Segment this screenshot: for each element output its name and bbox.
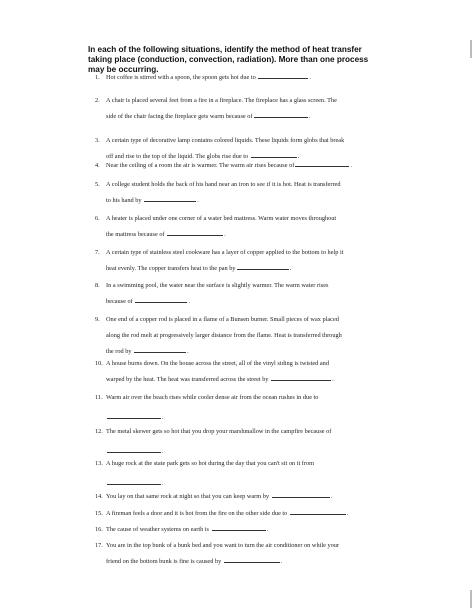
question-number: 11. bbox=[95, 394, 103, 401]
question-text-cont: the rod by bbox=[106, 348, 132, 355]
question-number: 14. bbox=[95, 493, 103, 500]
question-text: You lay on that same rock at night so that you can keep warm by bbox=[106, 493, 270, 500]
question-text: In a swimming pool, the water near the surface is slightly warmer. The warm water rises bbox=[106, 282, 329, 289]
question-text: Near the ceiling of a room the air is warmer. The warm air rises because of bbox=[106, 162, 295, 169]
question-text-cont: to his hand by bbox=[106, 197, 142, 204]
question-text-cont: because of bbox=[106, 298, 133, 305]
question-4: 4. Near the ceiling of a room the air is warmer. The warm air rises because of . bbox=[95, 158, 395, 174]
question-number: 15. bbox=[95, 510, 103, 517]
question-text: A certain type of decorative lamp contains colored liquids. These liquids form globs that break bbox=[106, 137, 345, 144]
question-text: Warm air over the beach rises while cooler dense air from the ocean rushes in due to bbox=[106, 394, 319, 401]
question-text: Hot coffee is stirred with a spoon, the spoon gets hot due to bbox=[106, 74, 256, 81]
question-number: 5. bbox=[95, 181, 100, 188]
instructions: In each of the following situations, identify the method of heat transfer taking place (conduction, convection, radiation). More than one process may be occurring. bbox=[88, 45, 369, 74]
question-number: 7. bbox=[95, 249, 100, 256]
question-number: 6. bbox=[95, 215, 100, 222]
question-number: 10. bbox=[95, 360, 103, 367]
question-7: 7. A certain type of stainless steel cookware has a layer of copper applied to the bottom to help it heat evenly. The copper transfers heat to the pan by . bbox=[95, 245, 395, 277]
question-9: 9. One end of a copper rod is placed in a flame of a Bunsen burner. Small pieces of wax placed along the rod melt at progressively larger distance from the flame. Heat is transferred through the rod by . bbox=[95, 312, 395, 360]
question-text: A fireman feels a door and it is hot from the fire on the other side due to bbox=[106, 510, 288, 517]
answer-blank[interactable] bbox=[135, 296, 187, 303]
question-2: 2. A chair is placed several feet from a fire in a fireplace. The fireplace has a glass screen. The side of the chair facing the fireplace gets warm because of . bbox=[95, 93, 395, 125]
question-number: 4. bbox=[95, 162, 100, 169]
answer-blank[interactable] bbox=[271, 374, 331, 381]
question-1: 1. Hot coffee is stirred with a spoon, the spoon gets hot due to . bbox=[95, 70, 395, 86]
answer-blank[interactable] bbox=[290, 508, 346, 515]
question-text: A certain type of stainless steel cookware has a layer of copper applied to the bottom to help it bbox=[106, 249, 344, 256]
answer-blank[interactable] bbox=[107, 412, 161, 419]
answer-blank[interactable] bbox=[224, 556, 280, 563]
answer-blank[interactable] bbox=[254, 111, 308, 118]
question-text-cont: warped by the heat. The heat was transferred across the street by bbox=[106, 376, 269, 383]
question-text-cont: off and rise to the top of the liquid. The globs rise due to bbox=[106, 153, 249, 160]
question-13: 13. A huge rock at the state park gets so hot during the day that you can't sit on it from . bbox=[95, 456, 395, 492]
answer-blank[interactable] bbox=[251, 151, 297, 158]
question-12: 12. The metal skewer gets so hot that you drop your marshmallow in the campfire because of . bbox=[95, 424, 395, 460]
answer-blank[interactable] bbox=[134, 346, 186, 353]
question-number: 16. bbox=[95, 526, 103, 533]
question-text: The cause of weather systems on earth is bbox=[106, 526, 209, 533]
question-14: 14. You lay on that same rock at night so that you can keep warm by . bbox=[95, 489, 395, 505]
answer-blank[interactable] bbox=[258, 72, 308, 79]
question-text: A heater is placed under one corner of a water bed mattress. Warm water moves throughout bbox=[106, 215, 337, 222]
question-11: 11. Warm air over the beach rises while cooler dense air from the ocean rushes in due to . bbox=[95, 390, 395, 426]
question-8: 8. In a swimming pool, the water near the surface is slightly warmer. The warm water rises because of . bbox=[95, 278, 395, 310]
question-text: One end of a copper rod is placed in a flame of a Bunsen burner. Small pieces of wax placed bbox=[106, 316, 339, 323]
answer-blank[interactable] bbox=[107, 446, 161, 453]
question-number: 2. bbox=[95, 97, 100, 104]
question-17: 17. You are in the top bunk of a bunk bed and you want to turn the air conditioner on while your friend on the bottom bunk is fine is caused by . bbox=[95, 538, 395, 570]
question-16: 16. The cause of weather systems on earth is . bbox=[95, 522, 395, 538]
question-text-cont: heat evenly. The copper transfers heat to the pan by bbox=[106, 265, 236, 272]
question-6: 6. A heater is placed under one corner of a water bed mattress. Warm water moves throughout the mattress because of . bbox=[95, 211, 395, 243]
answer-blank[interactable] bbox=[212, 524, 266, 531]
question-text: A college student holds the back of his hand near an iron to see if it is hot. Heat is transferred bbox=[106, 181, 341, 188]
question-text-cont: friend on the bottom bunk is fine is caused by bbox=[106, 558, 222, 565]
scan-edge-mark bbox=[470, 40, 472, 58]
answer-blank[interactable] bbox=[272, 491, 330, 498]
question-number: 13. bbox=[95, 460, 103, 467]
question-text: A house burns down. On the house across the street, all of the vinyl siding is twisted and bbox=[106, 360, 329, 367]
answer-blank[interactable] bbox=[237, 263, 289, 270]
question-text: You are in the top bunk of a bunk bed and you want to turn the air conditioner on while your bbox=[106, 542, 339, 549]
question-text: A huge rock at the state park gets so hot during the day that you can't sit on it from bbox=[106, 460, 315, 467]
question-text-cont: side of the chair facing the fireplace gets warm because of bbox=[106, 113, 253, 120]
question-number: 9. bbox=[95, 316, 100, 323]
scan-edge-mark bbox=[470, 590, 472, 608]
question-number: 12. bbox=[95, 428, 103, 435]
question-number: 3. bbox=[95, 137, 100, 144]
question-text-cont: the mattress because of bbox=[106, 231, 165, 238]
question-15: 15. A fireman feels a door and it is hot from the fire on the other side due to . bbox=[95, 506, 395, 522]
question-5: 5. A college student holds the back of his hand near an iron to see if it is hot. Heat is transferred to his hand by . bbox=[95, 177, 395, 209]
answer-blank[interactable] bbox=[295, 160, 349, 167]
answer-blank[interactable] bbox=[107, 478, 161, 485]
question-text-cont: along the rod melt at progressively larger distance from the flame. Heat is transferred through bbox=[106, 332, 342, 339]
question-number: 1. bbox=[95, 74, 100, 81]
answer-blank[interactable] bbox=[167, 229, 223, 236]
question-10: 10. A house burns down. On the house across the street, all of the vinyl siding is twisted and warped by the heat. The heat was transferred across the street by . bbox=[95, 356, 395, 388]
answer-blank[interactable] bbox=[144, 195, 196, 202]
question-number: 8. bbox=[95, 282, 100, 289]
question-text: A chair is placed several feet from a fire in a fireplace. The fireplace has a glass screen. The bbox=[106, 97, 337, 104]
question-3: 3. A certain type of decorative lamp contains colored liquids. These liquids form globs that break off and rise to the top of the liquid. The globs rise due to . bbox=[95, 133, 395, 165]
question-number: 17. bbox=[95, 542, 103, 549]
question-text: The metal skewer gets so hot that you drop your marshmallow in the campfire because of bbox=[106, 428, 332, 435]
